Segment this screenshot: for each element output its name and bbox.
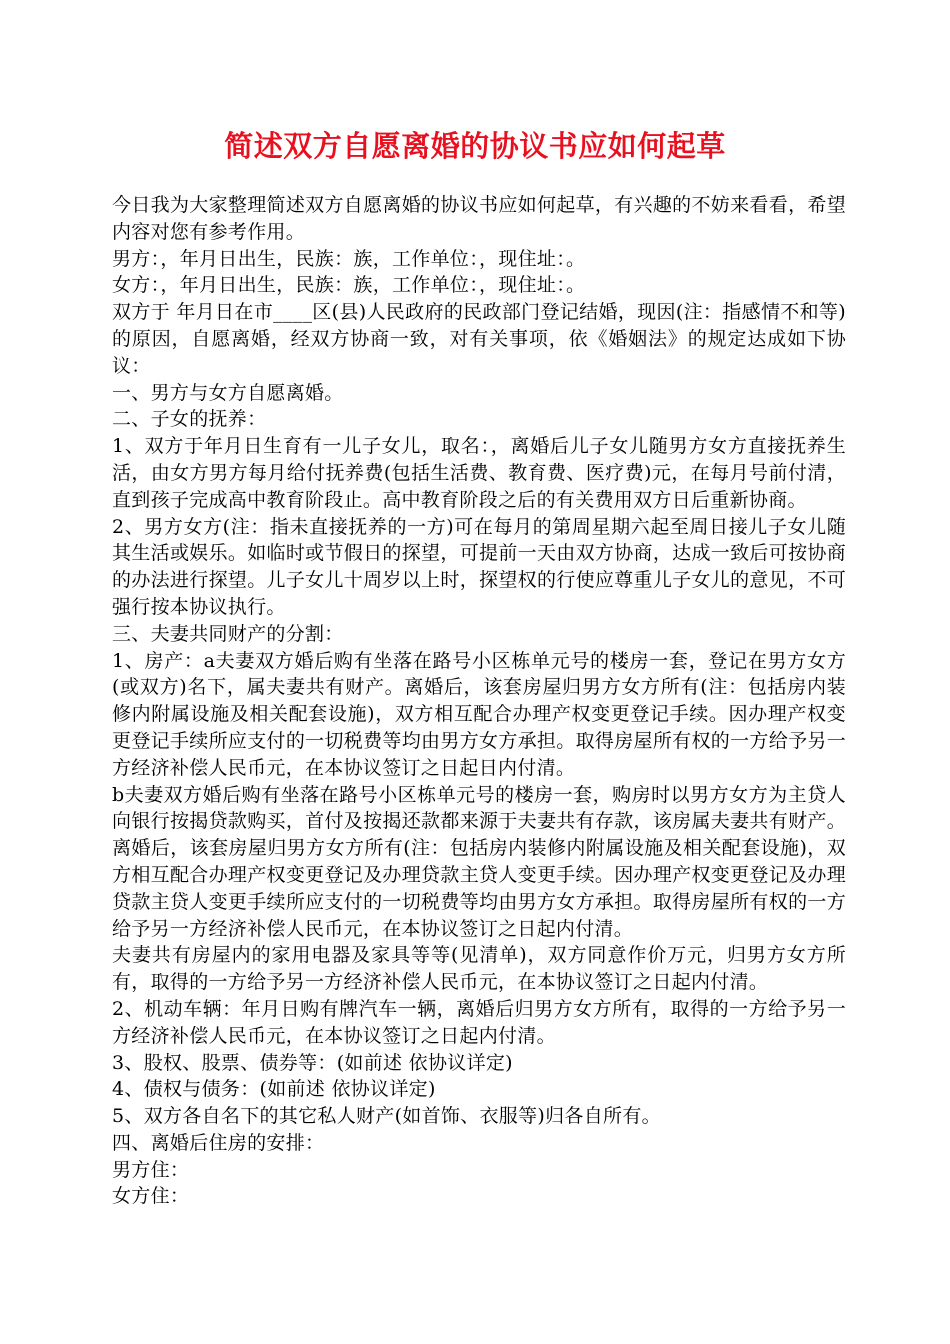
paragraph-male-party: 男方：，年月日出生，民族：族，工作单位：，现住址：。 (112, 247, 586, 270)
paragraph-house-a: 1、房产：a夫妻双方婚后购有坐落在路号小区栋单元号的楼房一套，登记在男方女方(或双方)名下，属夫妻共有财产。离婚后，该套房屋归男方女方所有(注：包括房内装修内附属设施及相关配套设施)，双方相互配合办理产权变更登记手续。因办理产权变更登记手续所应支付的一切税费等均由男方女方承担。取得房屋所有权的一方给予另一方经济补偿人民币元，在本协议签订之日起日内付清。 (112, 649, 846, 779)
paragraph-house-b: b夫妻双方婚后购有坐落在路号小区栋单元号的楼房一套，购房时以男方女方为主贷人向银行按揭贷款购买，首付及按揭还款都来源于夫妻共有存款，该房属夫妻共有财产。离婚后，该套房屋归男方女方所有(注：包括房内装修内附属设施及相关配套设施)，双方相互配合办理产权变更登记及办理贷款主贷人变更手续。因办理产权变更登记及办理贷款主贷人变更手续所应支付的一切税费等均由男方女方承担。取得房屋所有权的一方给予另一方经济补偿人民币元，在本协议签订之日起内付清。 (112, 783, 846, 940)
paragraph-visitation: 2、男方女方(注：指未直接抚养的一方)可在每月的第周星期六起至周日接儿子女儿随其生活或娱乐。如临时或节假日的探望，可提前一天由双方协商，达成一致后可按协商的办法进行探望。儿子女儿十周岁以上时，探望权的行使应尊重儿子女儿的意见，不可强行按本协议执行。 (112, 515, 846, 618)
paragraph-female-party: 女方：，年月日出生，民族：族，工作单位：，现住址：。 (112, 274, 586, 297)
paragraph-intro: 今日我为大家整理简述双方自愿离婚的协议书应如何起草，有兴趣的不妨来看看，希望内容对您有参考作用。 (112, 194, 846, 243)
paragraph-marriage-registration: 双方于 年月日在市____区(县)人民政府的民政部门登记结婚，现因(注：指感情不和等)的原因，自愿离婚，经双方协商一致，对有关事项，依《婚姻法》的规定达成如下协议： (112, 301, 846, 377)
paragraph-equity: 3、股权、股票、债券等：(如前述 依协议详定) (112, 1051, 513, 1074)
paragraph-female-housing: 女方住： (112, 1185, 190, 1208)
section-heading-divorce: 一、男方与女方自愿离婚。 (112, 381, 344, 404)
section-heading-property: 三、夫妻共同财产的分割： (112, 622, 344, 645)
paragraph-debts: 4、债权与债务：(如前述 依协议详定) (112, 1078, 436, 1101)
document-title: 简述双方自愿离婚的协议书应如何起草 (224, 129, 726, 163)
document-body (112, 192, 846, 1210)
paragraph-child-custody: 1、双方于年月日生育有一儿子女儿，取名：，离婚后儿子女儿随男方女方直接抚养生活，由女方男方每月给付抚养费(包括生活费、教育费、医疗费)元，在每月号前付清，直到孩子完成高中教育阶段止。高中教育阶段之后的有关费用双方日后重新协商。 (112, 435, 846, 511)
paragraph-household-items: 夫妻共有房屋内的家用电器及家具等等(见清单)，双方同意作价万元，归男方女方所有，取得的一方给予另一方经济补偿人民币元，在本协议签订之日起内付清。 (112, 944, 846, 994)
section-heading-children: 二、子女的抚养： (112, 408, 267, 431)
paragraph-personal-property: 5、双方各自名下的其它私人财产(如首饰、衣服等)归各自所有。 (112, 1105, 661, 1128)
section-heading-housing: 四、离婚后住房的安排： (112, 1131, 325, 1154)
paragraph-vehicle: 2、机动车辆：年月日购有牌汽车一辆，离婚后归男方女方所有，取得的一方给予另一方经济补偿人民币元，在本协议签订之日起内付清。 (112, 997, 846, 1047)
paragraph-male-housing: 男方住： (112, 1158, 190, 1181)
